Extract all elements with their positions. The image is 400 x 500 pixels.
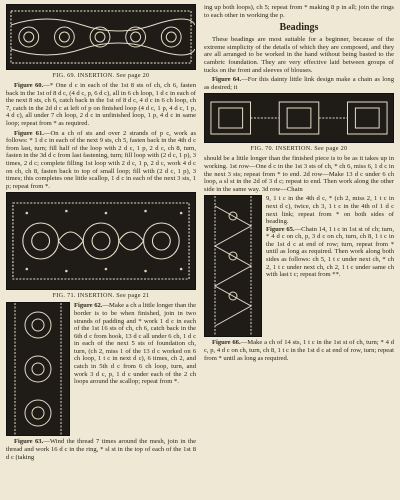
figure-66-text: —Make a ch of 14 sts, 1 t c in the 1st st of ch, turn; * 4 d c, p, 4 d c on ch, turn, ch 8, 1 t c in the 1st d c at end of row, turn; repeat from * until as long as required. [204, 339, 395, 362]
figure-64-row-text: 9, 1 t c in the 4th d c, * (ch 2, miss 2, 1 t c in next d c), twice, ch 3, 1 t c in the 4th of 1 d c next link; repeat from * on both sides of beading. [266, 195, 394, 226]
figure-61-paragraph [6, 130, 196, 191]
figure-60-text: —* One d c in each of the 1st 8 sts of ch, ch 6, fasten back in the 1st of 8 d c, (4 d c, p, 6 d c), all in 6 ch loop, 1 d c in each of the next 8 sts, ch 6, catch back in the 1st of 8 d c, 4 d c in 6 ch loop, ch 7, catch in the 2d d c at left of p on finished loop (4 d c, 1 p, 4 d c, 1 p, 4 d c), all under 7 ch loop, 2 d c in unfinished loop, 1 p, 4 d c in same loop; repeat from * as required. [6, 82, 196, 127]
figure-60-paragraph [6, 82, 196, 128]
figure-64-text: —For this dainty little link design make a chain as long as desired; it [204, 76, 394, 91]
figure-62-text: —Make a ch a little longer than the border is to be when finished, join in two strands of padding and * work 1 d c in each of the 1st 16 sts of ch, ch 6, catch back in the 6th d c from hook, 13 d c all under 6 ch, 1 d c in each of the next 5 sts of foundation ch, turn, (ch 2, miss 1 of the 13 d c worked on 6 ch loop, 1 t c in next d c), 6 times, ch 2, and catch in 5th d c from 6 ch loop, turn, and work 3 d c, p, 1 d c under each of the 2 ch loops around the scallop; repeat from *. [74, 302, 197, 386]
figure-69-caption: FIG. 69. INSERTION. See page 20 [52, 72, 150, 79]
figure-62-text-block [74, 302, 196, 436]
lace-insertion-icon [7, 303, 69, 435]
figure-64-continued: should be a little longer than the finished piece is to be as it takes up in working. 1st row—One d c in the 1st 3 sts of ch, * ch 6, miss 6, 1 d c in the next 3 sts; repeat from * to end. 2d row—Make 13 d c under 6 ch loop, a sl st in the 2d of 3 d c; repeat to end. Then work along the other side in the same way. 3d row—Chain [204, 155, 394, 193]
figure-64-65-block [204, 195, 394, 337]
left-column [6, 4, 196, 463]
figure-70-lace-image [204, 93, 394, 143]
figure-62-block [6, 302, 196, 436]
figure-62-label: Figure 62. [74, 302, 103, 310]
figure-71-lace-image [6, 192, 196, 290]
figure-65-label: Figure 65. [266, 225, 295, 233]
figure-63-text: —Wind the thread 7 times around the mesh, join in the thread and work 16 d c in the ring, * sl st in the top of each of the 1st 8 d c (taking [6, 438, 196, 461]
right-column [204, 4, 394, 364]
lace-insertion-icon [7, 5, 195, 69]
lace-insertion-icon [7, 193, 195, 289]
figure-70-caption: FIG. 70. INSERTION. See page 20 [250, 145, 348, 153]
figure-73-lace-image [204, 195, 262, 337]
figure-63-label: Figure 63. [14, 438, 44, 446]
figure-61-label: Figure 61. [14, 129, 44, 137]
section-heading: Beadings [279, 22, 319, 34]
figure-64-label: Figure 64. [212, 76, 242, 84]
continued-text: ing up both loops), ch 5; repeat from * making 8 p in all; join the rings to each other in working the p. [204, 4, 394, 19]
lace-insertion-icon [205, 94, 393, 142]
figure-66-paragraph [204, 339, 394, 362]
figure-65-text: —Chain 14, 1 t c in 1st st of ch; turn, * 4 d c on ch, p, 3 d c on ch, turn, ch 8, 1 t c in the 1st d c at end of row; turn, repeat from * until as long as required. Then work along both sides as follows: ch 5, 1 t c under next ch, * ch 2, 1 t c under next ch, ch 2, 1 t c under same ch with last t c; repeat from **. [266, 225, 394, 279]
figure-72-lace-image [6, 302, 70, 436]
lace-insertion-icon [205, 196, 261, 336]
figure-63-paragraph [6, 438, 196, 461]
figure-61-text: —On a ch of sts and over 2 strands of p c, work as follows: * 1 d c in each of the next 9 sts, ch 5, fasten back in the 4th d c from last, turn; fill half of the loop with 2 d c, 1 p, 2 d c, ch 8, turn, fasten in the 3d d c from last fastening, turn; fill loop with (2 d c, 1 p), 3 times, 2 d c; complete filling 1st loop with 2 d c, 1 p, 2 d c, work 4 d c on ch, ch 8, fasten back to top of small loop; fill with (2 d c, 1 p), 3 times; this completes one little scallop, 1 d c in each of the next 3 sts, 1 p; repeat from *. [6, 129, 197, 190]
figure-66-label: Figure 66. [212, 339, 241, 347]
figure-71-caption: FIG. 71. INSERTION. See page 21 [52, 292, 150, 300]
figure-64-paragraph [204, 76, 394, 91]
figure-64-65-text-block [266, 195, 394, 337]
figure-69-lace-image [6, 4, 196, 70]
figure-60-label: Figure 60. [14, 82, 44, 89]
beadings-intro: These beadings are most suitable for a beginner, because of the extreme simplicity of the details of which they are composed, and they are all arranged to be worked in the hand without being basted to the cambric foundation. They are very effective laid between groups of tucks on the front and sleeves of blouses. [204, 36, 394, 74]
